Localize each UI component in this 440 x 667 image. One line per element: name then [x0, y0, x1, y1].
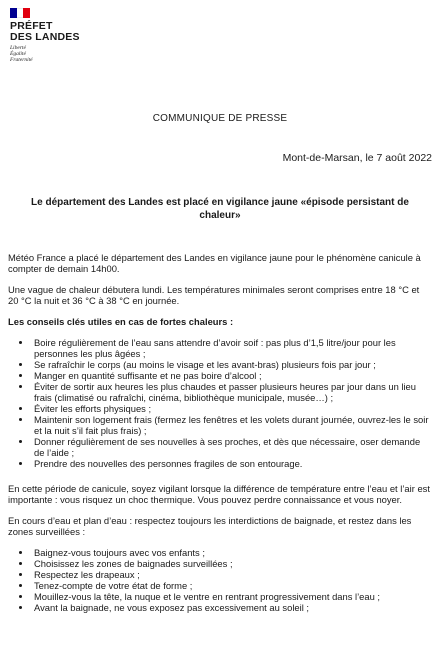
list-item: • Éviter les efforts physiques ;: [32, 403, 432, 414]
list-item: • Manger en quantité suffisante et ne pas boire d’alcool ;: [32, 370, 432, 381]
motto: [10, 45, 130, 63]
list-item: • Maintenir son logement frais (fermez les fenêtres et les volets durant journée, ouvrez-les le soir et la nuit s’il fait plus frais) ;: [32, 414, 432, 436]
list-item: • Éviter de sortir aux heures les plus chaudes et passer plusieurs heures par jour dans un lieu frais (climatisé ou rafraîchi, cinéma, bibliothèque municipale, musée…) ;: [32, 381, 432, 403]
list-item: • Tenez-compte de votre état de forme ;: [32, 580, 432, 591]
list-item: • Respectez les drapeaux ;: [32, 569, 432, 580]
list-item: • Se rafraîchir le corps (au moins le visage et les avant-bras) plusieurs fois par jour ;: [32, 359, 432, 370]
motto-egalite: Égalité: [10, 51, 26, 57]
list-item: • Prendre des nouvelles des personnes fragiles de son entourage.: [32, 458, 432, 469]
motto-fraternite: Fraternité: [10, 57, 33, 63]
swim-list: [8, 547, 432, 613]
paragraph-canicule: En cette période de canicule, soyez vigilant lorsque la différence de température entre l’eau et l’air est importante : vous risquez un choc thermique. Vous pouvez perdre connaissance et vous noyer.: [8, 483, 430, 505]
logo-line2: DES LANDES: [10, 31, 80, 43]
advice-list: [8, 337, 432, 469]
paragraph-baignade: En cours d’eau et plan d’eau : respectez toujours les interdictions de baignade, et restez dans les zones surveillées :: [8, 515, 412, 537]
list-item: • Baignez-vous toujours avec vos enfants ;: [32, 547, 432, 558]
motto-liberte: Liberté: [10, 45, 26, 51]
headline: Le département des Landes est placé en vigilance jaune «épisode persistant de chaleur»: [31, 197, 409, 221]
logo-line1: PRÉFET: [10, 20, 53, 32]
list-item: • Mouillez-vous la tête, la nuque et le ventre en rentrant progressivement dans l’eau ;: [32, 591, 432, 602]
document-body: [8, 252, 432, 627]
list-item: • Avant la baignade, ne vous exposez pas excessivement au soleil ;: [32, 602, 432, 613]
paragraph-vigilance: Météo France a placé le département des Landes en vigilance jaune pour le phénomène canicule à compter de demain 14h00.: [8, 252, 421, 274]
list-item: • Boire régulièrement de l’eau sans attendre d’avoir soif : pas plus d’1,5 litre/jour pour les personnes les plus âgées ;: [32, 337, 432, 359]
list-item: • Choisissez les zones de baignades surveillées ;: [32, 558, 432, 569]
paragraph-temperatures: Une vague de chaleur débutera lundi. Les températures minimales seront comprises entre 18 °C et 20 °C la nuit et 36 °C à 38 °C en journée.: [8, 284, 420, 306]
french-flag-icon: [10, 8, 30, 18]
dateline: Mont-de-Marsan, le 7 août 2022: [282, 152, 432, 164]
prefecture-logo: [10, 8, 130, 63]
list-item: • Donner régulièrement de ses nouvelles à ses proches, et dès que nécessaire, oser demande de l’aide ;: [32, 436, 432, 458]
advice-heading: Les conseils clés utiles en cas de fortes chaleurs :: [8, 316, 234, 327]
document-kicker: COMMUNIQUE DE PRESSE: [152, 113, 288, 124]
